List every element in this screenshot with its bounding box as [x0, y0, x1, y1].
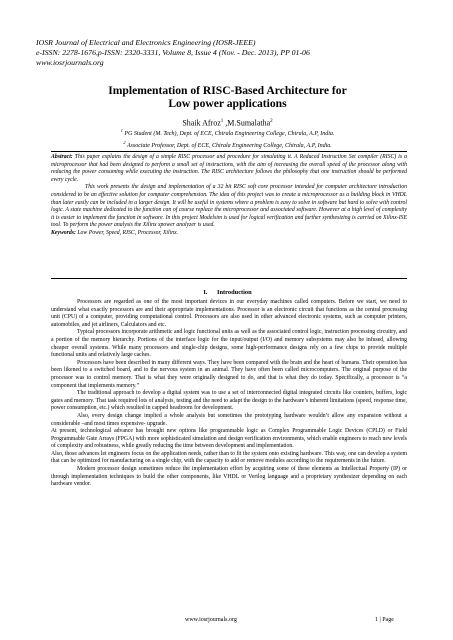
author-1: Shaik Afroz	[182, 118, 221, 128]
abstract-block	[51, 154, 407, 238]
author-1-sup: 1	[220, 119, 224, 124]
affiliation-1	[40, 127, 415, 139]
journal-header	[36, 38, 426, 68]
body-paragraph-5: Also, every design change implied a whole analysis but sometimes the prototyping hardware wouldn’t allow any expansion without a considerable –and most times expensive- upgrade.	[51, 412, 407, 427]
title-line-2: Low power applications	[168, 97, 287, 110]
affiliation-2	[40, 139, 415, 151]
body-paragraph-7: Also, those advances let engineers focus on the application needs, rather than to fit the system onto existing hardware. This way, one can develop a system that can be optimized for manufacturing on a single chip, with the capacity to add or remove modules according to the requirements in the future.	[51, 450, 407, 465]
affiliation-2-text: Associate Professor, Dept. of ECE, Chirala Engineering College, Chirala, A.P, India.	[125, 142, 332, 149]
abstract-paragraph-2: This work presents the design and implementation of a 32 bit RISC soft core processor intended for computer architecture introduction considered to be an effective solution for computer comprehension. The idea of this project was to create a microprocessor as a building block in VHDL than later easily can be included in a larger design. It will be useful in systems where a problem is easy to solve in software but hard to solve with control logic. A state machine dedicated to the function can of course replace the microprocessor and associated software. However at a high level of complexity it is easier to implement the function in software. In this project Modelsim is used for logical verification and further synthesizing is carried on Xilinx-ISE tool. To perform the power analysis the Xilinx xpower analyzer is used.	[51, 184, 407, 229]
affiliation-2-sup: 2	[123, 139, 126, 145]
body-paragraph-1: Processors are regarded as one of the most important devices in our everyday machines called computers. Before we start, we need to understand what exactly processors are and their appropriate implementations. Processor is an electronic circuit that functions as the central processing unit (CPU) of a computer, providing computational control. Processors are also used in other advanced electronic systems, such as computer printers, automobiles, and jet airliners, Calculators and etc.	[51, 299, 407, 328]
abstract-label: Abstract:	[51, 154, 73, 160]
body-paragraph-6: At present, technological advance has brought new options like programmable logic as Complex Programmable Logic Devices (CPLD) or Field Programmable Gate Arrays (FPGA) with more sophisticated simulation and design verification environments, which enable engineers to reach new levels of complexity and robustness, while greatly reducing the time between development and implementation.	[51, 428, 407, 450]
footer-url: www.iosrjournals.org	[185, 617, 237, 623]
abstract-top-rule	[51, 151, 407, 152]
journal-issn: e-ISSN: 2278-1676,p-ISSN: 2320-3331, Volume 8, Issue 4 (Nov. - Dec. 2013), PP 01-06	[36, 48, 310, 57]
abstract-paragraph-1	[51, 154, 407, 184]
introduction-body	[51, 299, 407, 489]
body-paragraph-2: Typical processors incorporate arithmetic and logic functional units as well as the associated control logic, instruction processing circuitry, and a portion of the memory hierarchy. Portions of the interface logic for the input/output (I/O) and memory subsystems may also be infused, allowing cheaper overall systems. While many processors and single-chip designs, some high-performance designs rely on a few chips to provide multiple functional units and relatively large caches.	[51, 329, 407, 359]
affiliations	[40, 127, 415, 150]
section-heading	[40, 289, 415, 296]
section-number: I.	[203, 289, 208, 296]
keywords-label: Keywords:	[51, 229, 76, 236]
abstract-bottom-rule	[51, 278, 407, 279]
footer-page-number: 1 | Page	[375, 617, 394, 623]
body-paragraph-4: The traditional approach to develop a digital system was to use a set of interconnected digital integrated circuits like counters, buffers, logic gates and memory. That task required lots of analysis, testing and the need to adapt the design to the hardware’s inherent limitations (speed, response time, power consumption, etc.) which resulted in capped headroom for development.	[51, 390, 407, 412]
body-paragraph-3: Processors have been described in many different ways. They have been compared with the brain and the heart of humans. Their operation has been likened to a switched board, and to the nervous system in an animal. They have often been called microcomputers. The original purpose of the processor was to control memory. That is what they were originally designed to do, and that is what they do today. Specifically, a processor is “a component that implements memory.”	[51, 359, 407, 389]
keywords-line	[51, 230, 407, 238]
journal-url: www.iosrjournals.org	[36, 58, 104, 67]
author-2-sup: 2	[270, 119, 273, 124]
author-2: ,M.Sumalatha	[223, 118, 271, 128]
journal-name: IOSR Journal of Electrical and Electronics Engineering (IOSR-JEEE)	[36, 38, 256, 47]
paper-title	[40, 84, 415, 110]
title-line-1: Implementation of RISC-Based Architecture for	[108, 84, 347, 97]
affiliation-1-sup: 1	[120, 128, 123, 133]
keywords-text: Low Power, Speed, RISC, Processor, Xilinx.	[75, 229, 179, 236]
section-title: Introduction	[217, 289, 252, 296]
body-paragraph-8: Modern processor design sometimes reduce the implementation effort by acquiring some of these elements as Intellectual Property (IP) or through implementation techniques to build the other components, like VHDL or Verilog language and a proprietary synthesizer depending on each hardware vendor.	[51, 466, 407, 488]
affiliation-1-text: PG Student (M. Tech), Dept. of ECE, Chirala Engineering College, Chirala, A.P, India.	[122, 131, 335, 137]
abstract-text-1: This paper explains the design of a simple RISC processor and procedure for simulating it. A Reduced Instruction Set compiler (RISC) is a microprocessor that had been designed to perform a small set of instructions, with the aim of increasing the overall speed of the processor along with reducing the power consuming while executing the instruction. The RISC architecture follows the philosophy that one instruction should be performed every cycle.	[51, 154, 407, 183]
